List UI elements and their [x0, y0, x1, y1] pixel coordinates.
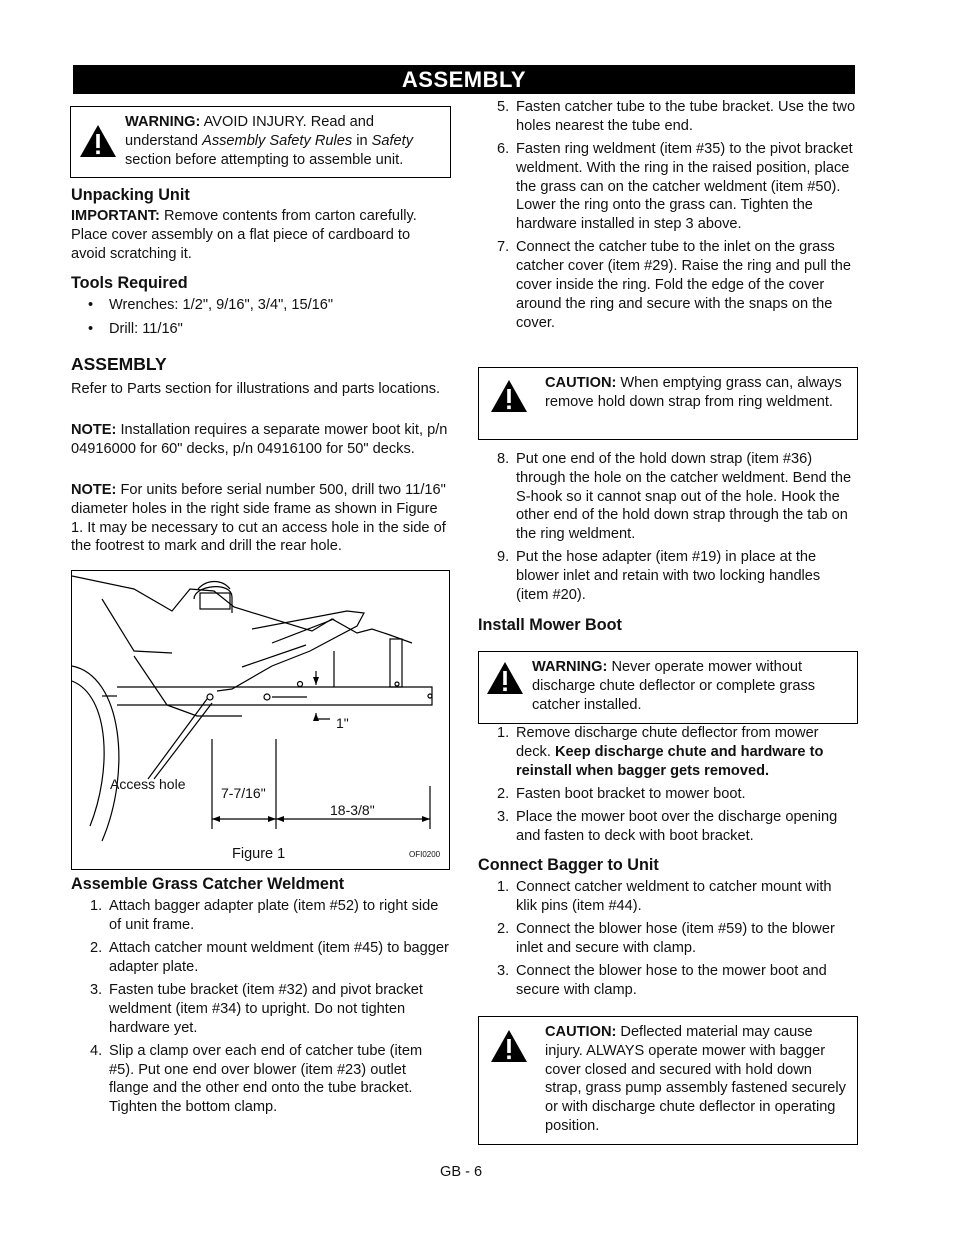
figure-1	[71, 570, 450, 870]
warning-icon	[486, 661, 524, 695]
dimension-1-label: 1"	[336, 715, 349, 731]
connect-steps	[478, 878, 856, 1004]
warning-box	[70, 106, 451, 178]
assembly-note-2: NOTE: For units before serial number 500, drill two 11/16" diameter holes in the right side frame as shown in Figure 1. It may be necessary to cut an access hole in the side of the footrest to mark and drill the rear hole.	[71, 482, 446, 555]
connect-heading: Connect Bagger to Unit	[478, 856, 659, 874]
list-item: 8. Put one end of the hold down strap (item #36) through the hole on the catcher weldment. Bend the S-hook so it cannot snap out of the hole. Hook the other end of the hold down strap through the tab on the ring weldment.	[497, 451, 852, 543]
assembly-note-1: NOTE: Installation requires a separate mower boot kit, p/n 04916000 for 60" decks, p/n 04916100 for 50" decks.	[71, 422, 448, 457]
figure-illustration	[72, 571, 449, 869]
access-hole-label: Access hole	[110, 776, 186, 792]
list-item: 2. Connect the blower hose (item #59) to the blower inlet and secure with clamp.	[497, 920, 835, 956]
list-item: 1. Connect catcher weldment to catcher mount with klik pins (item #44).	[497, 879, 832, 914]
unpacking-heading: Unpacking Unit	[71, 186, 190, 204]
grass-catcher-steps-c	[478, 450, 856, 609]
grass-catcher-steps-b	[478, 98, 856, 337]
page-number: GB - 6	[440, 1164, 483, 1180]
list-item: 1. Attach bagger adapter plate (item #52) to right side of unit frame.	[90, 898, 439, 933]
caution-text: CAUTION: Deflected material may cause injury. ALWAYS operate mower with bagger cover closed and secured with hold down strap, grass pump assembly fastened securely or with discharge chute deflector in operating position.	[545, 1024, 846, 1134]
list-item: 2. Fasten boot bracket to mower boot.	[497, 785, 746, 802]
page-title: ASSEMBLY	[73, 65, 855, 94]
dimension-2-label: 7-7/16"	[221, 785, 266, 801]
warning-text: WARNING: AVOID INJURY. Read and understand Assembly Safety Rules in Safety section before attempting to assemble unit.	[125, 114, 413, 168]
list-item: 3. Place the mower boot over the discharge opening and fasten to deck with boot bracket.	[497, 808, 838, 844]
grass-catcher-steps-a	[71, 897, 449, 1121]
figure-caption: Figure 1	[232, 846, 286, 862]
warning-text: WARNING: Never operate mower without discharge chute deflector or complete grass catcher installed.	[532, 659, 816, 713]
list-item: 6. Fasten ring weldment (item #35) to the pivot bracket weldment. With the ring in the raised position, place the grass can on the catcher weldment (item #50). Lower the ring onto the grass can. Tighten the hardware installed in step 3 above.	[497, 140, 853, 233]
dimension-3-label: 18-3/8"	[330, 802, 375, 818]
grass-catcher-heading: Assemble Grass Catcher Weldment	[71, 875, 345, 893]
caution-text: CAUTION: When emptying grass can, always remove hold down strap from ring weldment.	[545, 375, 842, 410]
list-item: 3. Fasten tube bracket (item #32) and pivot bracket weldment (item #34) to upright. Do not tighten hardware yet.	[90, 981, 423, 1036]
mower-boot-steps	[478, 724, 856, 850]
assembly-heading: ASSEMBLY	[71, 354, 167, 374]
list-item: 4. Slip a clamp over each end of catcher tube (item #5). Put one end over blower (item #23) outlet flange and the other end onto the tube bracket. Tighten the bottom clamp.	[90, 1042, 423, 1116]
unpacking-text: IMPORTANT: Remove contents from carton carefully. Place cover assembly on a flat piece of cardboard to avoid scratching it.	[71, 208, 417, 262]
caution-box-1	[478, 367, 858, 440]
list-item: 5. Fasten catcher tube to the tube bracket. Use the two holes nearest the tube end.	[497, 99, 856, 134]
list-item: • Drill: 11/16"	[88, 320, 183, 337]
list-item: 1. Remove discharge chute deflector from mower deck. Keep discharge chute and hardware to reinstall when bagger gets removed.	[497, 725, 824, 779]
list-item: • Wrenches: 1/2", 9/16", 3/4", 15/16"	[88, 297, 334, 313]
tools-heading: Tools Required	[71, 274, 188, 292]
list-item: 3. Connect the blower hose to the mower boot and secure with clamp.	[497, 962, 827, 998]
list-item: 9. Put the hose adapter (item #19) in place at the blower inlet and retain with two locking handles (item #20).	[497, 549, 821, 603]
list-item: 2. Attach catcher mount weldment (item #45) to bagger adapter plate.	[90, 939, 449, 975]
warning-icon	[490, 379, 528, 413]
warning-icon	[79, 124, 117, 158]
warning-box-boot	[478, 651, 858, 724]
list-item: 7. Connect the catcher tube to the inlet on the grass catcher cover (item #29). Raise the ring and pull the cover inside the ring. Fold the edge of the cover around the ring and secure with the snaps on the cover.	[497, 239, 852, 331]
mower-boot-heading: Install Mower Boot	[478, 616, 622, 634]
assembly-intro: Refer to Parts section for illustrations and parts locations.	[71, 381, 441, 397]
figure-code: OFI0200	[409, 850, 441, 859]
warning-icon	[490, 1029, 528, 1063]
caution-box-2	[478, 1016, 858, 1145]
tools-list	[71, 296, 449, 344]
